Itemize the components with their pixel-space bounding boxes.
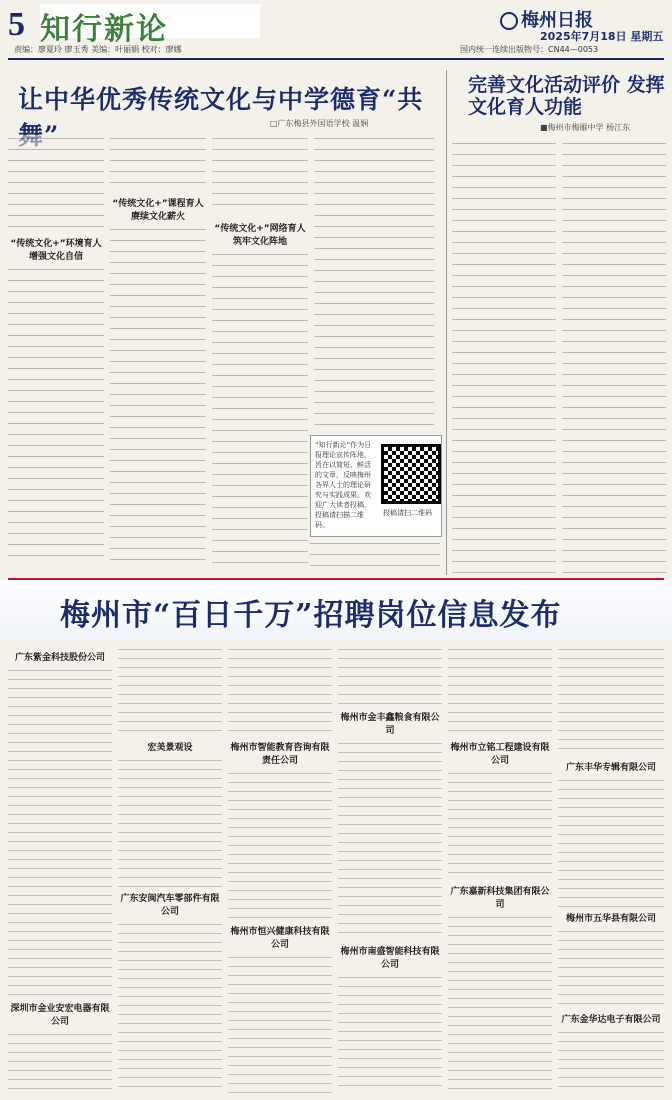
job-listing-text: [558, 646, 664, 756]
article1-column-4-tail: [310, 540, 440, 575]
company-name: 广东嘉新科技集团有限公司: [450, 887, 550, 910]
company-name: 深圳市金业安宏电器有限公司: [10, 1004, 110, 1027]
issue-date: 2025年7月18日 星期五: [540, 30, 664, 43]
company-name: 广东安闽汽车零部件有限公司: [120, 894, 220, 917]
company-name: 宏美景观设: [147, 743, 193, 753]
article2-headline[interactable]: 完善文化活动评价 发挥文化育人功能: [468, 74, 665, 118]
recruit-column-4: [338, 646, 442, 1094]
job-listing-text: [8, 1031, 112, 1094]
recruit-column-6: [558, 646, 664, 1094]
company-name: 梅州市立铭工程建设有限公司: [450, 743, 550, 766]
company-name: 梅州市南盛智能科技有限公司: [340, 947, 440, 970]
column-divider: [446, 70, 447, 575]
recruit-column-1: [8, 646, 112, 1094]
text-block: [8, 266, 104, 566]
job-listing-text: [448, 646, 552, 736]
company-name: 广东丰华专辑有限公司: [565, 763, 656, 773]
article1-column-2: [110, 135, 206, 575]
company-name: 梅州市智能教育咨询有限责任公司: [230, 743, 330, 766]
job-listing-text: [118, 757, 222, 887]
job-listing-text: [228, 770, 332, 920]
company-name: 梅州市五华县有限公司: [565, 914, 656, 924]
company-name: 广东金华达电子有限公司: [561, 1015, 661, 1025]
article1-subhead-1: “传统文化+”环境育人 增强文化自信: [10, 239, 102, 262]
text-block: [310, 540, 440, 575]
text-block: [562, 140, 666, 575]
text-block: [110, 135, 206, 190]
company-name: 梅州市金丰鑫粮食有限公司: [340, 713, 440, 736]
job-listing-text: [338, 740, 442, 940]
article1-subhead-2: “传统文化+”课程育人 赓续文化薪火: [112, 199, 204, 222]
cn-number: 国内统一连续出版物号：CN44—0053: [460, 45, 599, 54]
job-listing-text: [228, 954, 332, 1094]
qr-description: “知行新论”作为日报理论宣传阵地，旨在以简短、鲜活的文章，反映梅州各界人士的理论研究与实践成果。欢迎广大读者投稿，投稿请扫描二维码。: [315, 441, 372, 529]
article1-headline[interactable]: 让中华优秀传统文化与中学德育“共: [18, 85, 424, 114]
submission-qr-box: [310, 435, 442, 537]
article1-column-4: [314, 135, 434, 425]
article2-column-2: [562, 140, 666, 575]
article2-byline: ■梅州市梅雁中学 杨江东: [540, 123, 631, 132]
job-listing-text: [338, 646, 442, 706]
text-block: [212, 135, 308, 215]
article2-column-1: [452, 140, 556, 575]
recruit-column-3: [228, 646, 332, 1094]
recruitment-title[interactable]: 梅州市“百日千万”招聘岗位信息发布: [60, 598, 562, 633]
article1-column-1: [8, 135, 104, 575]
job-listing-text: [448, 914, 552, 1094]
job-listing-text: [558, 1029, 664, 1094]
recruit-column-5: [448, 646, 552, 1094]
section-name: 知行新论: [40, 12, 168, 47]
article1-column-3: [212, 135, 308, 575]
text-block: [8, 135, 104, 230]
article1-byline: □广东梅县外国语学校 温娴: [270, 119, 369, 128]
paper-emblem-icon: [500, 12, 518, 30]
section-title: [40, 4, 260, 47]
job-listing-text: [118, 921, 222, 1094]
qr-caption: 投稿请扫二维码: [383, 509, 432, 517]
job-listing-text: [338, 974, 442, 1094]
text-block: [314, 135, 434, 425]
text-block: [212, 251, 308, 571]
job-listing-text: [118, 646, 222, 736]
job-listing-text: [558, 777, 664, 907]
editor-credits: 责编：廖夏玲 廖玉秀 美编：叶丽娟 校对：廖娜: [14, 45, 182, 54]
company-name: 梅州市恒兴健康科技有限公司: [230, 927, 330, 950]
masthead-rule: [8, 58, 664, 60]
job-listing-text: [448, 770, 552, 880]
recruit-column-2: [118, 646, 222, 1094]
job-listing-text: [228, 646, 332, 736]
article1-subhead-3: “传统文化+”网络育人 筑牢文化阵地: [214, 224, 306, 247]
masthead: [0, 0, 672, 62]
text-block: [452, 140, 556, 575]
page-number: 5: [8, 6, 25, 43]
job-listing-text: [8, 667, 112, 997]
company-name: 广东紫金科技股份公司: [14, 653, 105, 663]
paper-name: 梅州日报: [521, 10, 593, 31]
job-listing-text: [558, 928, 664, 1008]
qr-code-icon[interactable]: [381, 444, 441, 504]
text-block: [110, 226, 206, 566]
